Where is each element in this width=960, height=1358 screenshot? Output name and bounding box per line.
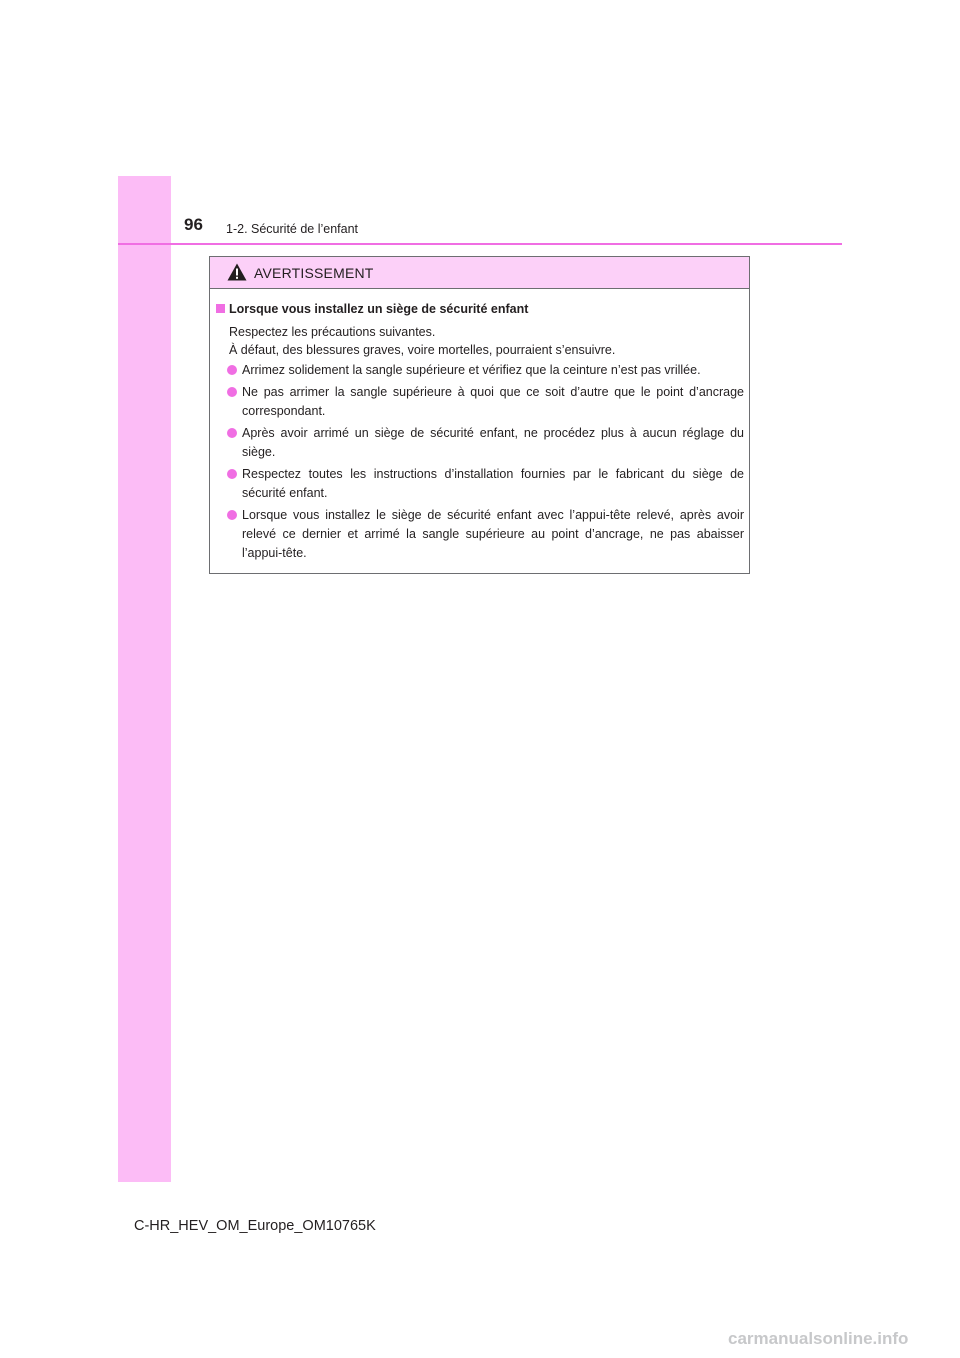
circle-bullet-icon (227, 365, 237, 375)
page-number: 96 (184, 215, 203, 234)
watermark: carmanualsonline.info (728, 1329, 909, 1348)
square-bullet-icon (216, 304, 225, 313)
circle-bullet-icon (227, 387, 237, 397)
document-code: C-HR_HEV_OM_Europe_OM10765K (134, 1218, 376, 1234)
list-item (227, 506, 744, 563)
chapter-side-tab (118, 176, 171, 1182)
warning-intro (229, 323, 744, 359)
list-item-text: Arrimez solidement la sangle supérieure et vérifiez que la ceinture n’est pas vrillée. (242, 363, 701, 377)
warning-header (210, 257, 749, 289)
circle-bullet-icon (227, 428, 237, 438)
list-item (227, 424, 744, 462)
list-item-text: Après avoir arrimé un siège de sécurité enfant, ne procédez plus à aucun réglage du siège. (242, 426, 744, 459)
intro-line: Respectez les précautions suivantes. (229, 325, 436, 339)
warning-title: AVERTISSEMENT (254, 265, 374, 281)
list-item-text: Lorsque vous installez le siège de sécurité enfant avec l’appui-tête relevé, après avoir relevé ce dernier et arrimé la sangle supérieure au point d’ancrage, ne pas abaisser l’appui-tête. (242, 508, 744, 560)
warning-triangle-icon (227, 263, 247, 281)
list-item (227, 465, 744, 503)
warning-topic-text: Lorsque vous installez un siège de sécurité enfant (229, 302, 529, 316)
warning-box (209, 256, 750, 574)
list-item (227, 383, 744, 421)
page-header (118, 176, 842, 244)
list-item-text: Respectez toutes les instructions d’installation fournies par le fabricant du siège de sécurité enfant. (242, 467, 744, 500)
list-item (227, 361, 744, 380)
intro-line: À défaut, des blessures graves, voire mortelles, pourraient s’ensuivre. (229, 343, 616, 357)
list-item-text: Ne pas arrimer la sangle supérieure à quoi que ce soit d’autre que le point d’ancrage correspondant. (242, 385, 744, 418)
header-rule (118, 243, 842, 245)
section-title: 1-2. Sécurité de l’enfant (226, 222, 359, 236)
circle-bullet-icon (227, 510, 237, 520)
circle-bullet-icon (227, 469, 237, 479)
warning-bullet-list (227, 361, 744, 566)
warning-topic (216, 302, 741, 317)
